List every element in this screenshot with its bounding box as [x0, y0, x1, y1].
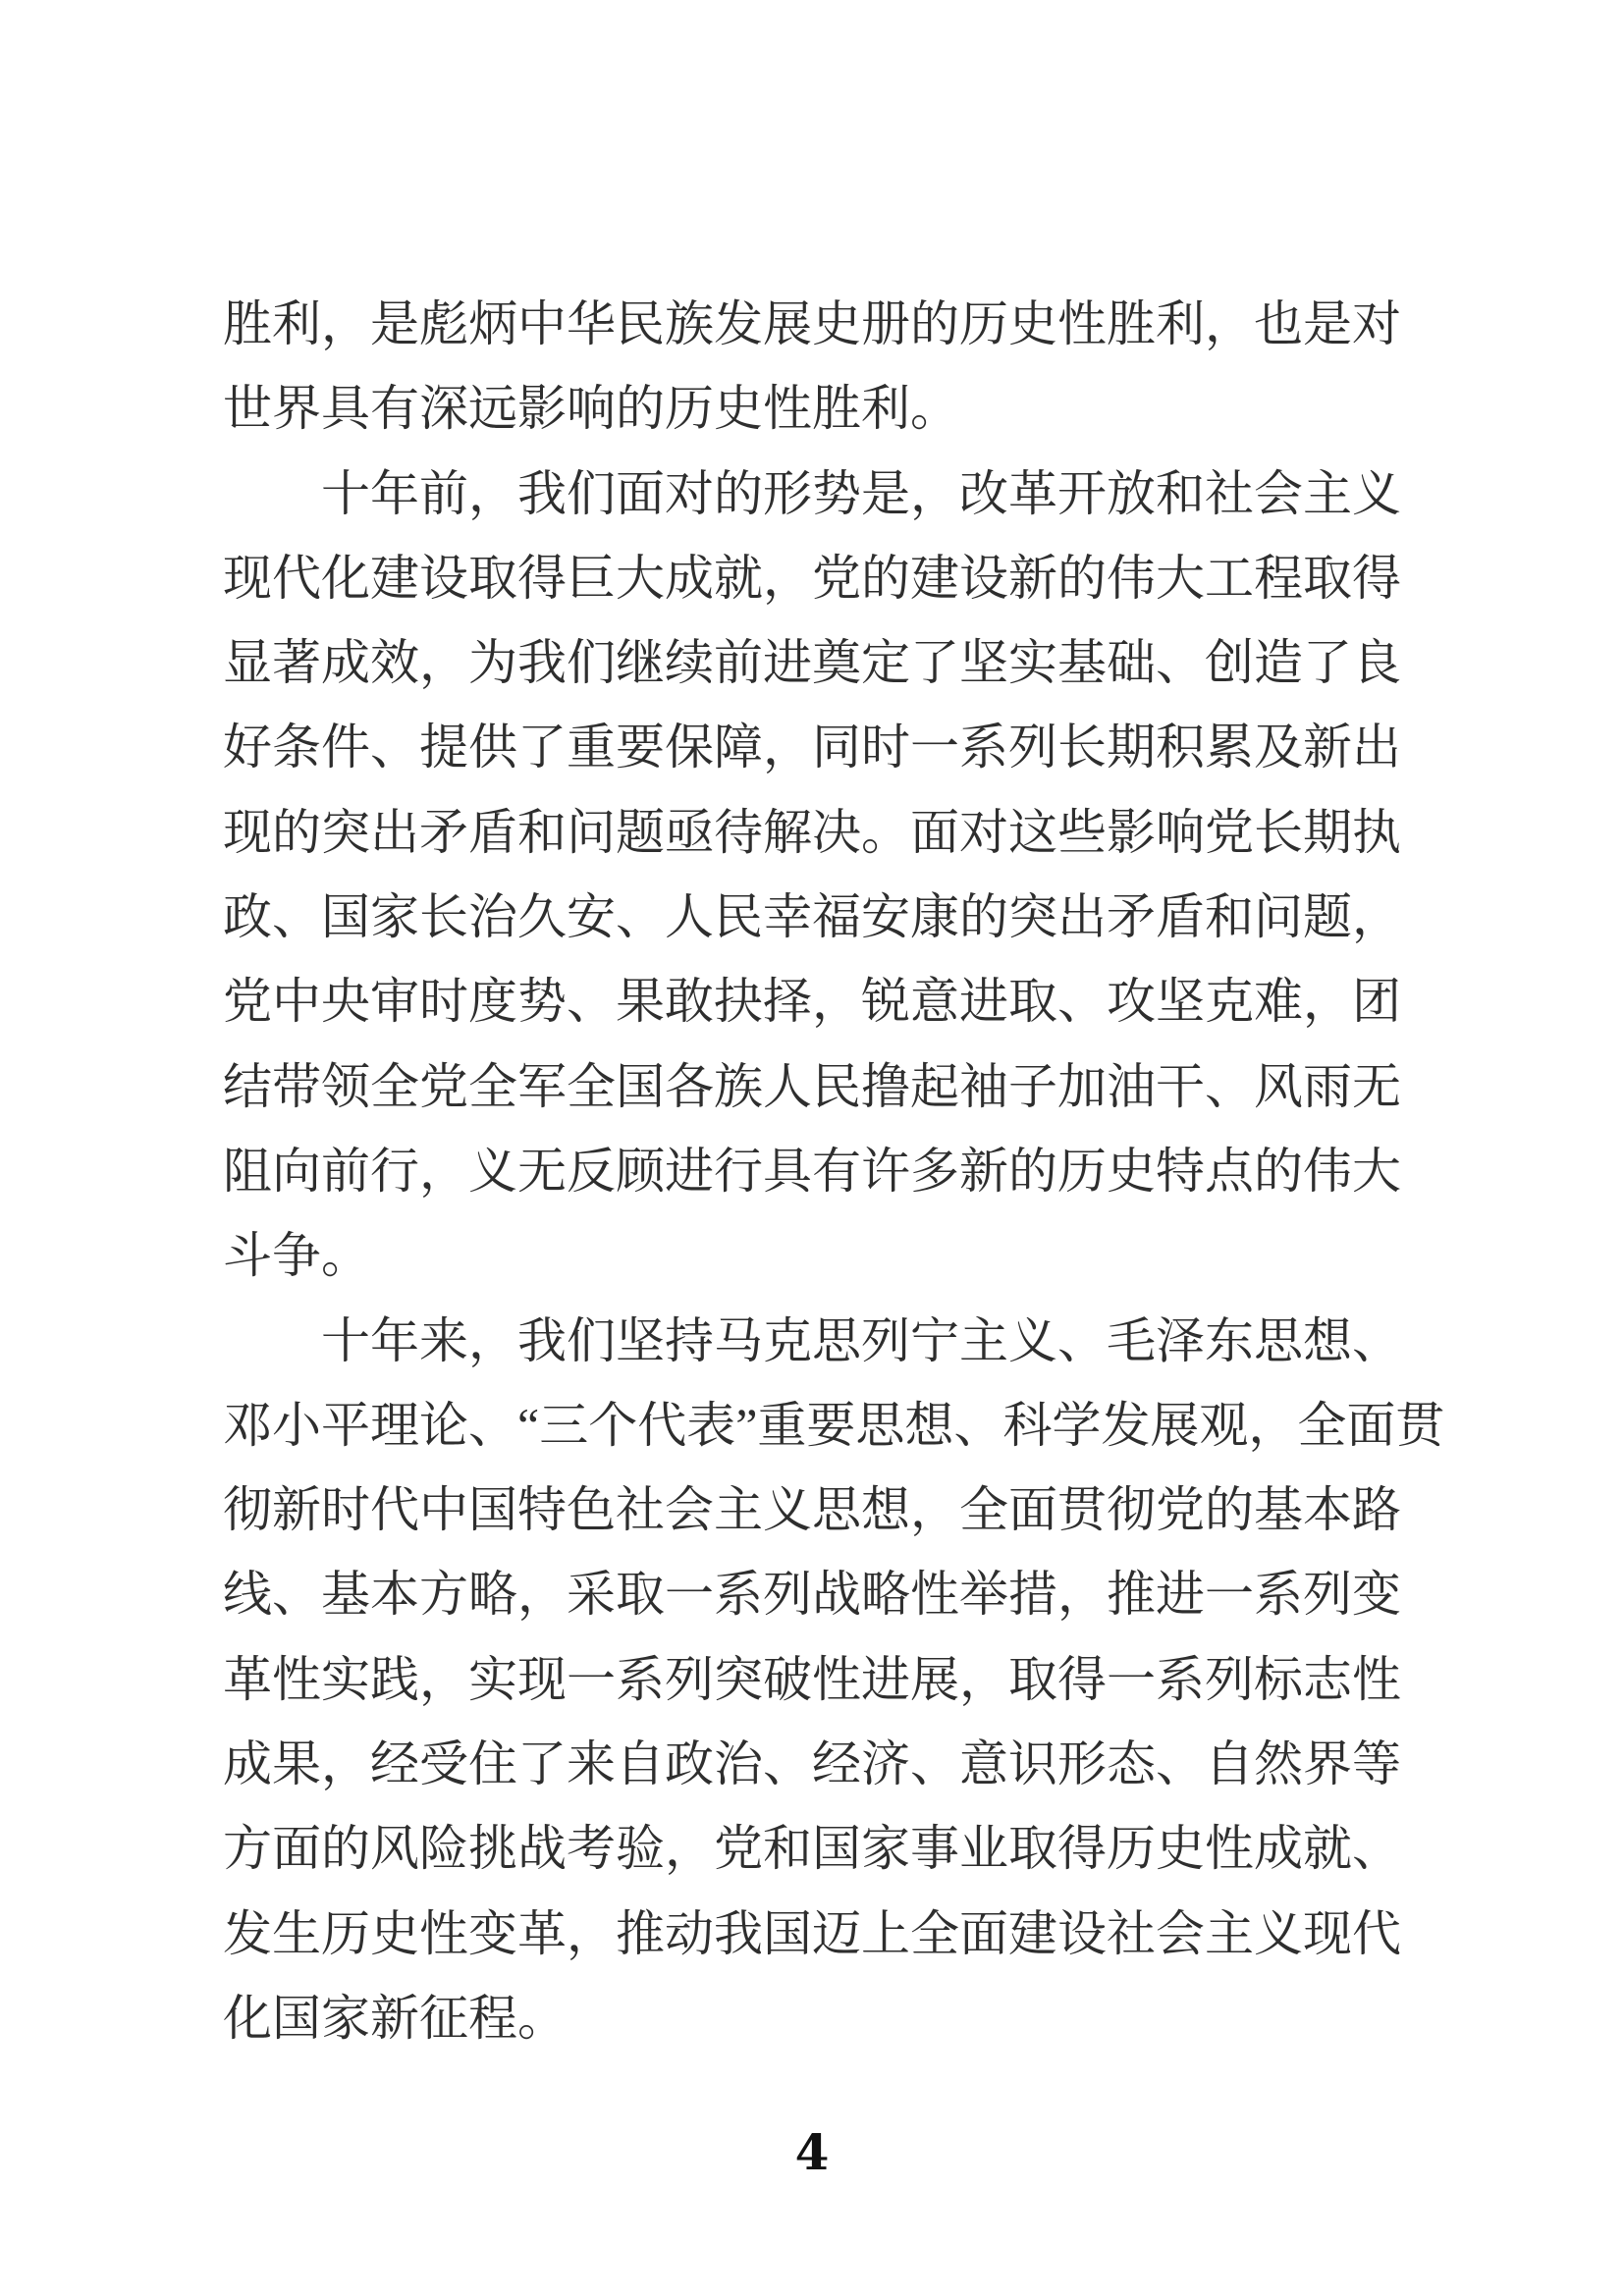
- text-line: 十年前，我们面对的形势是，改革开放和社会主义: [223, 465, 1401, 521]
- body-text: [223, 282, 1445, 2060]
- text-line: 彻新时代中国特色社会主义思想，全面贯彻党的基本路: [223, 1482, 1401, 1538]
- text-line: 阻向前行，义无反顾进行具有许多新的历史特点的伟大: [223, 1143, 1401, 1199]
- text-line: 成果，经受住了来自政治、经济、意识形态、自然界等: [223, 1736, 1401, 1792]
- text-line: 党中央审时度势、果敢抉择，锐意进取、攻坚克难，团: [223, 974, 1401, 1030]
- text-line: 斗争。: [223, 1228, 370, 1284]
- page-number: 4: [794, 2123, 830, 2181]
- text-line: 显著成效，为我们继续前进奠定了坚实基础、创造了良: [223, 635, 1401, 691]
- text-line: 好条件、提供了重要保障，同时一系列长期积累及新出: [223, 720, 1401, 775]
- text-line: 线、基本方略，采取一系列战略性举措，推进一系列变: [223, 1567, 1401, 1623]
- text-line: 现的突出矛盾和问题亟待解决。面对这些影响党长期执: [223, 804, 1401, 860]
- text-line: 方面的风险挑战考验，党和国家事业取得历史性成就、: [223, 1821, 1401, 1877]
- text-line: 结带领全党全军全国各族人民撸起袖子加油干、风雨无: [223, 1058, 1401, 1114]
- text-line: 邓小平理论、“三个代表”重要思想、科学发展观，全面贯: [223, 1397, 1445, 1453]
- text-line: 十年来，我们坚持马克思列宁主义、毛泽东思想、: [223, 1312, 1401, 1368]
- text-line: 现代化建设取得巨大成就，党的建设新的伟大工程取得: [223, 550, 1401, 606]
- text-line: 革性实践，实现一系列突破性进展，取得一系列标志性: [223, 1651, 1401, 1707]
- text-line: 世界具有深远影响的历史性胜利。: [223, 381, 959, 437]
- text-line: 胜利，是彪炳中华民族发展史册的历史性胜利，也是对: [223, 296, 1401, 351]
- text-line: 政、国家长治久安、人民幸福安康的突出矛盾和问题，: [223, 889, 1401, 945]
- text-line: 发生历史性变革，推动我国迈上全面建设社会主义现代: [223, 1905, 1401, 1961]
- text-line: 化国家新征程。: [223, 1990, 567, 2046]
